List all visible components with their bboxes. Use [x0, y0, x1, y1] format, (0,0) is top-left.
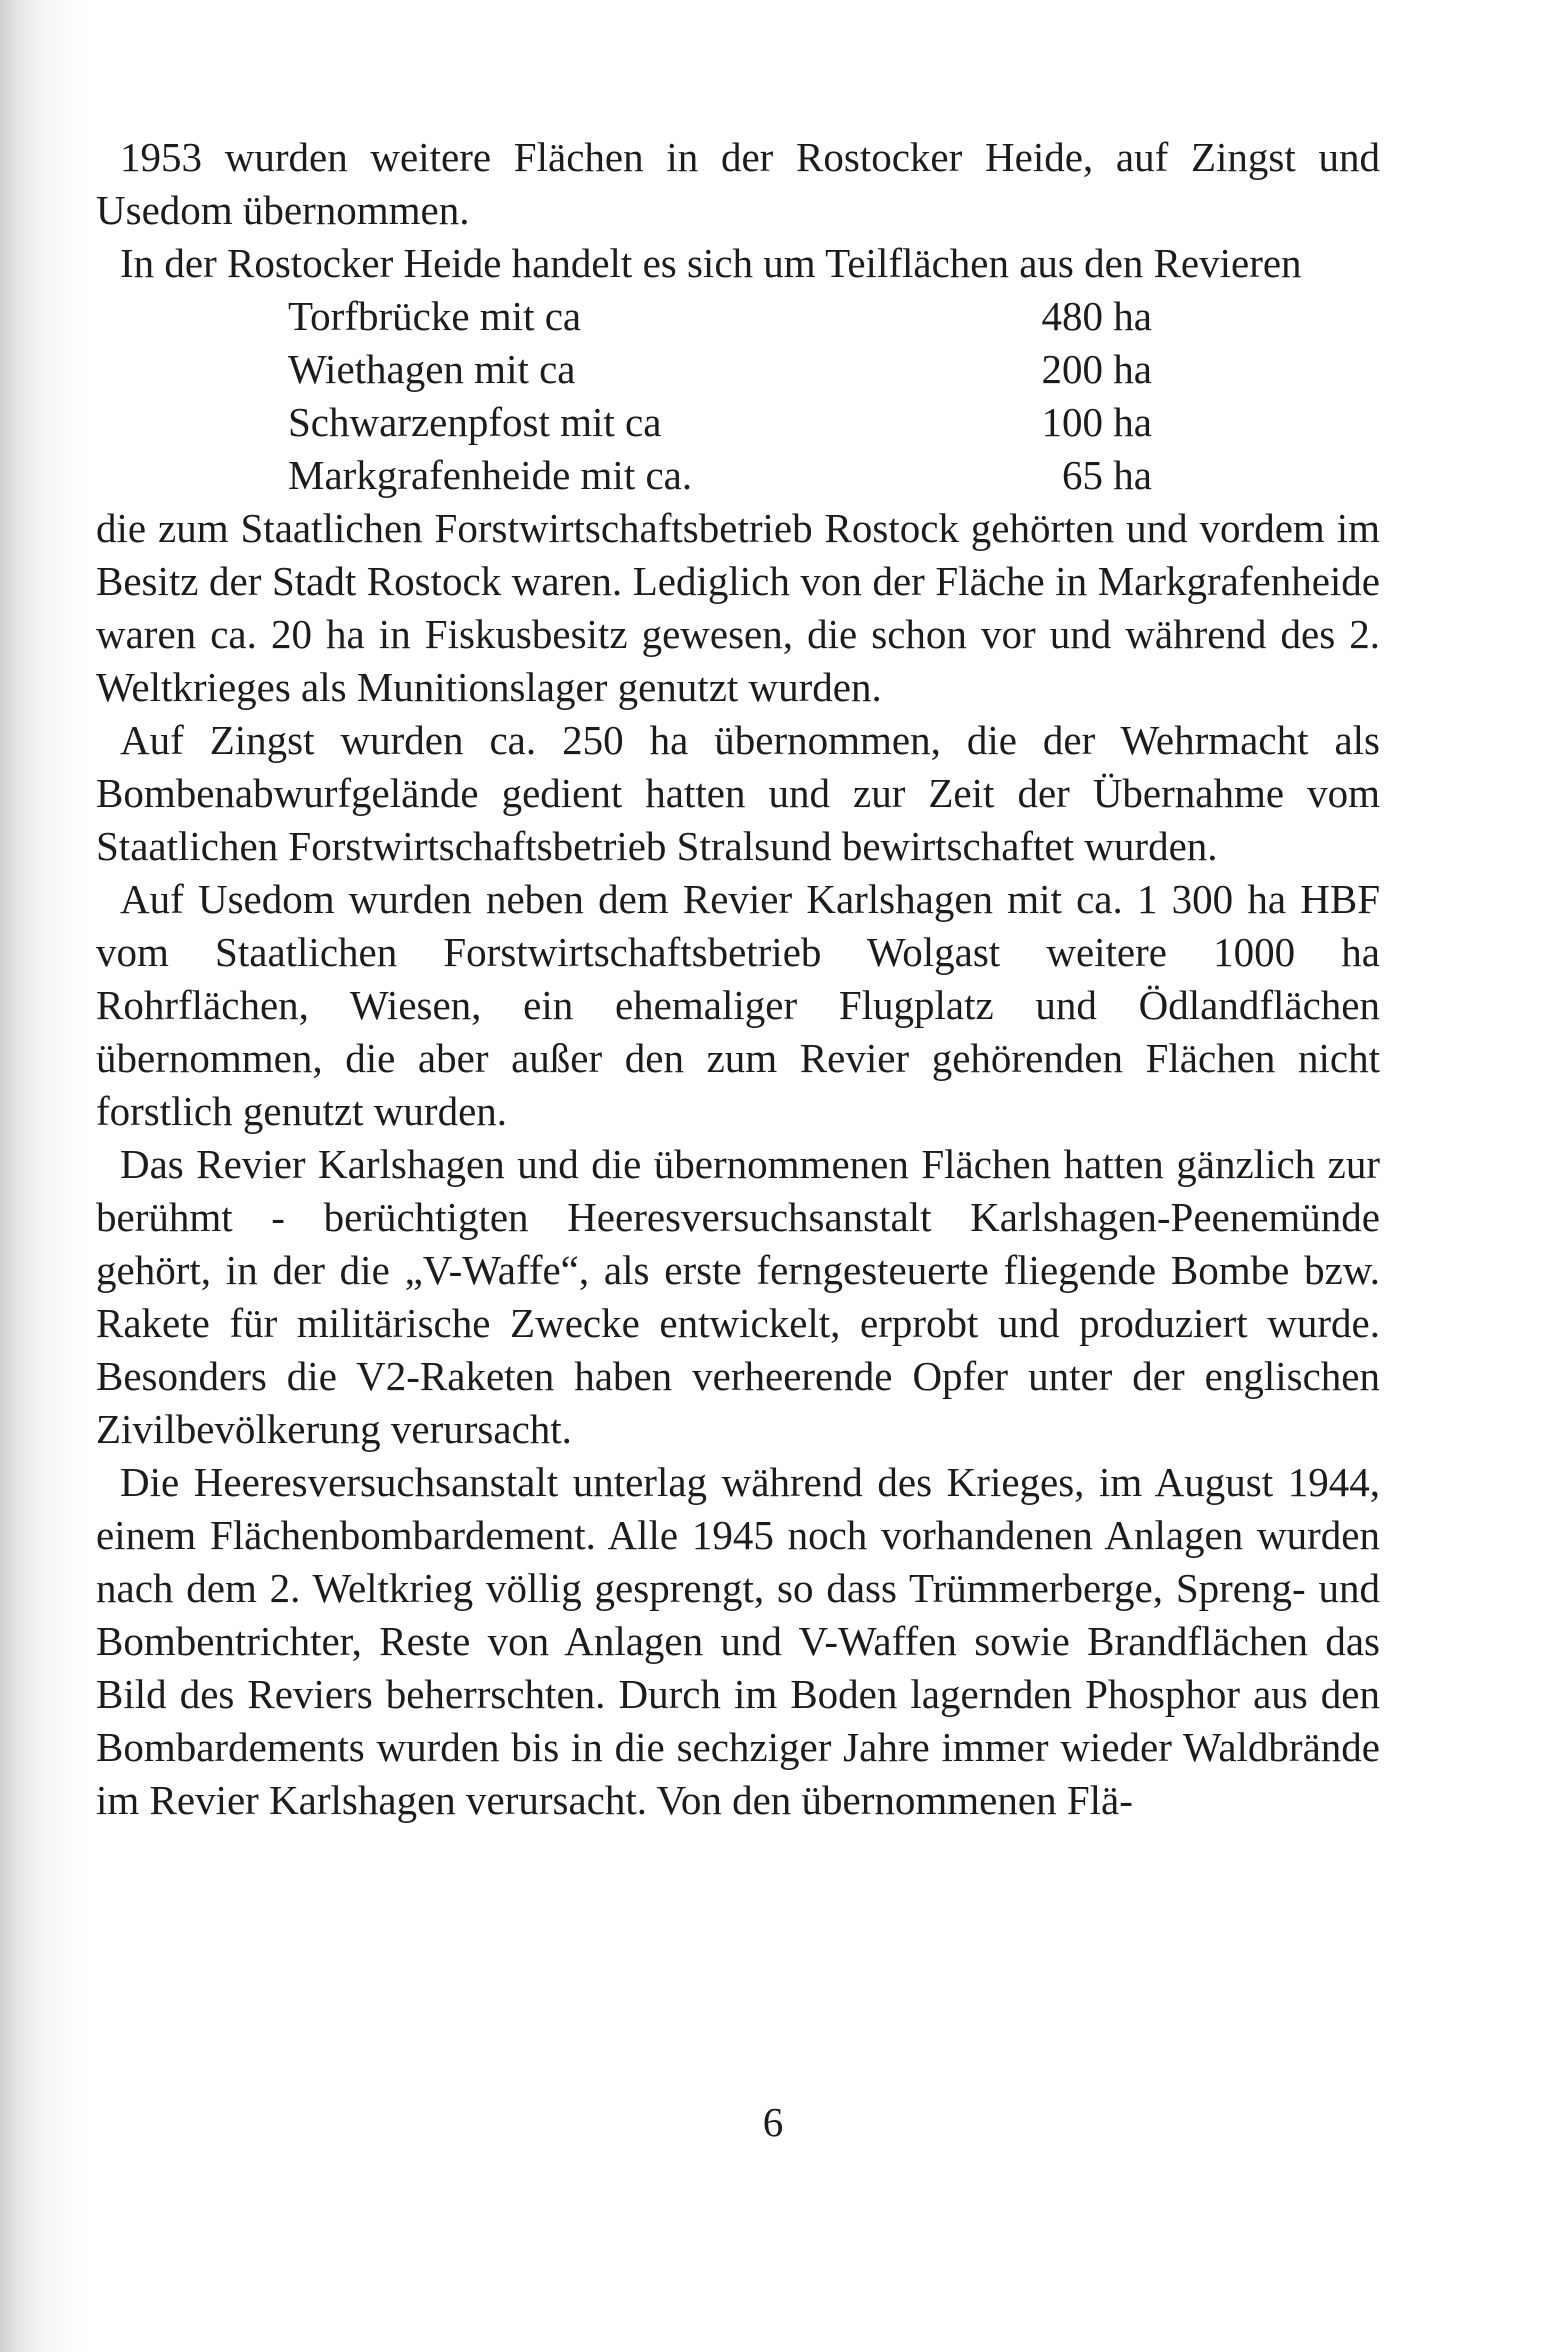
revier-name: Markgrafenheide mit ca.: [288, 452, 693, 498]
paragraph-heeresversuchsanstalt: Die Heeresversuchsanstalt unterlag während des Krieges, im August 1944, einem Flächenbombardement. Alle 1945 noch vorhandenen Anlagen wurden nach dem 2. Weltkrieg völlig gesprengt, so dass Trümmerberge, Spreng- und Bombentrichter, Reste von Anlagen und V-Waffen sowie Brandflächen das Bild des Reviers beherrschten. Durch im Boden lagernden Phosphor aus den Bombardements wurden bis in die sechziger Jahre immer wieder Waldbrände im Revier Karlshagen verursacht. Von den übernommenen Flä-: [96, 1459, 1380, 1823]
revier-area: 200 ha: [1041, 346, 1152, 392]
paragraph-zingst: Auf Zingst wurden ca. 250 ha übernommen, die der Wehrmacht als Bombenabwurfgelände gedient hatten und zur Zeit der Übernahme vom Staatlichen Forstwirtschaftsbetrieb Stralsund bewirtschaftet wurden.: [96, 717, 1380, 869]
revier-area: 480 ha: [1041, 293, 1152, 339]
revier-area: 100 ha: [1041, 399, 1152, 445]
list-item: [96, 290, 1380, 343]
paragraph-rostocker-heide: In der Rostocker Heide handelt es sich um Teilflächen aus den Revieren: [120, 240, 1302, 286]
paragraph-intro: 1953 wurden weitere Flächen in der Rostocker Heide, auf Zingst und Usedom übernommen.: [96, 134, 1380, 233]
paragraph-rostock-forst: die zum Staatlichen Forstwirtschaftsbetrieb Rostock gehörten und vordem im Besitz der Stadt Rostock waren. Lediglich von der Fläche in Markgrafenheide waren ca. 20 ha in Fiskusbesitz gewesen, die schon vor und während des 2. Weltkrieges als Munitionslager genutzt wurden.: [96, 505, 1380, 710]
revier-area: 65 ha: [1062, 452, 1152, 498]
page-body: [96, 131, 1380, 1827]
paragraph-karlshagen: Das Revier Karlshagen und die übernommenen Flächen hatten gänzlich zur berühmt - berüchtigten Heeresversuchsanstalt Karlshagen-Peenemünde gehört, in der die „V-Waffe“, als erste ferngesteuerte fliegende Bombe bzw. Rakete für militärische Zwecke entwickelt, erprobt und produziert wurde. Besonders die V2-Raketen haben verheerende Opfer unter der englischen Zivilbevölkerung verursacht.: [96, 1141, 1380, 1452]
paragraph-usedom: Auf Usedom wurden neben dem Revier Karlshagen mit ca. 1 300 ha HBF vom Staatlichen Forstwirtschaftsbetrieb Wolgast weitere 1000 ha Rohrflächen, Wiesen, ein ehemaliger Flugplatz und Ödlandflächen übernommen, die aber außer den zum Revier gehörenden Flächen nicht forstlich genutzt wurden.: [96, 876, 1380, 1134]
revier-area-list: [96, 290, 1380, 502]
list-item: [96, 449, 1380, 502]
revier-name: Torfbrücke mit ca: [288, 293, 582, 339]
revier-name: Wiethagen mit ca: [288, 346, 576, 392]
page-number: 6: [762, 2099, 784, 2145]
list-item: [96, 343, 1380, 396]
revier-name: Schwarzenpfost mit ca: [288, 399, 662, 445]
list-item: [96, 396, 1380, 449]
